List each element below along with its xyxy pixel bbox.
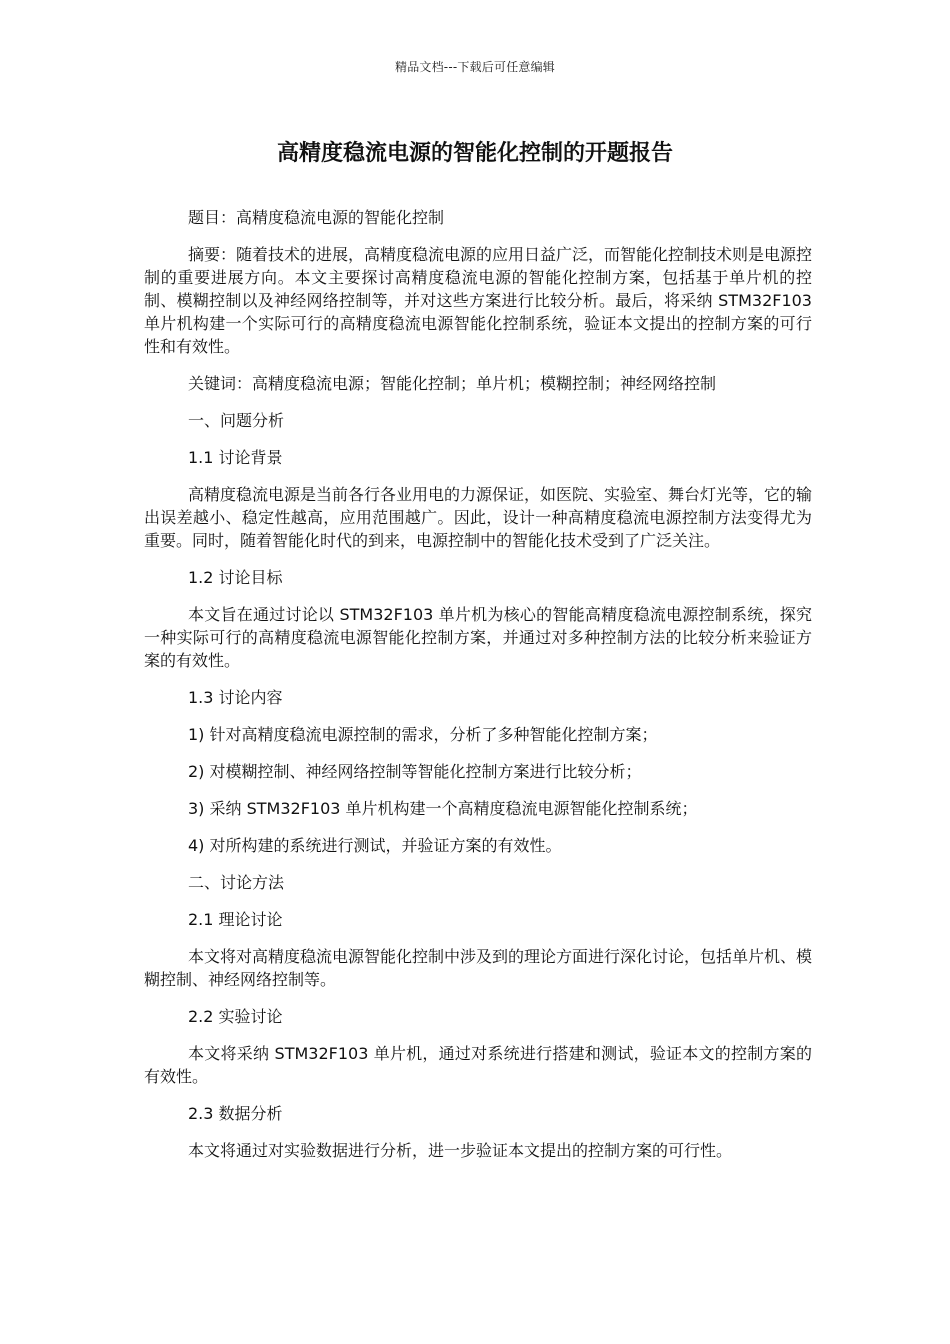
paragraph-2-2: 本文将采纳 STM32F103 单片机，通过对系统进行搭建和测试，验证本文的控制方案的有效性。 (144, 1044, 812, 1086)
header-note: 精品文档---下载后可任意编辑 (395, 60, 555, 74)
section-heading-2: 二、讨论方法 (188, 873, 285, 892)
section-heading-1: 一、问题分析 (188, 411, 285, 430)
paragraph-2-1: 本文将对高精度稳流电源智能化控制中涉及到的理论方面进行深化讨论，包括单片机、模糊控制、神经网络控制等。 (144, 947, 813, 989)
subsection-heading-2-2: 2.2 实验讨论 (188, 1007, 283, 1026)
document-title: 高精度稳流电源的智能化控制的开题报告 (276, 141, 673, 166)
paragraph-1-2: 本文旨在通过讨论以 STM32F103 单片机为核心的智能高精度稳流电源控制系统，探究一种实际可行的高精度稳流电源智能化控制方案，并通过对多种控制方法的比较分析来验证方案的有效性。 (144, 605, 812, 670)
subsection-heading-1-2: 1.2 讨论目标 (188, 568, 283, 587)
paragraph-1-1: 高精度稳流电源是当前各行各业用电的力源保证，如医院、实验室、舞台灯光等，它的输出误差越小、稳定性越高，应用范围越广。因此，设计一种高精度稳流电源控制方法变得尤为重要。同时，随着智能化时代的到来，电源控制中的智能化技术受到了广泛关注。 (144, 485, 813, 550)
abstract-paragraph: 摘要：随着技术的进展，高精度稳流电源的应用日益广泛，而智能化控制技术则是电源控制的重要进展方向。本文主要探讨高精度稳流电源的智能化控制方案，包括基于单片机的控制、模糊控制以及神经网络控制等，并对这些方案进行比较分析。最后，将采纳 STM32F103 单片机构建一个实际可行的高精度稳流电源智能化控制系统，验证本文提出的控制方案的可行性和有效性。 (144, 245, 813, 356)
paragraph-2-3: 本文将通过对实验数据进行分析，进一步验证本文提出的控制方案的可行性。 (188, 1141, 733, 1160)
keywords-line: 关键词：高精度稳流电源；智能化控制；单片机；模糊控制；神经网络控制 (188, 374, 717, 393)
subsection-heading-1-3: 1.3 讨论内容 (188, 688, 283, 707)
subsection-heading-1-1: 1.1 讨论背景 (188, 448, 283, 467)
list-item: 1) 针对高精度稳流电源控制的需求，分析了多种智能化控制方案； (188, 725, 658, 744)
subsection-heading-2-3: 2.3 数据分析 (188, 1104, 283, 1123)
subsection-heading-2-1: 2.1 理论讨论 (188, 910, 283, 929)
topic-line: 题目：高精度稳流电源的智能化控制 (188, 208, 445, 227)
document-body (144, 206, 812, 1176)
list-item: 2) 对模糊控制、神经网络控制等智能化控制方案进行比较分析； (188, 762, 642, 781)
list-item: 4) 对所构建的系统进行测试，并验证方案的有效性。 (188, 836, 562, 855)
list-item: 3) 采纳 STM32F103 单片机构建一个高精度稳流电源智能化控制系统； (188, 799, 698, 818)
